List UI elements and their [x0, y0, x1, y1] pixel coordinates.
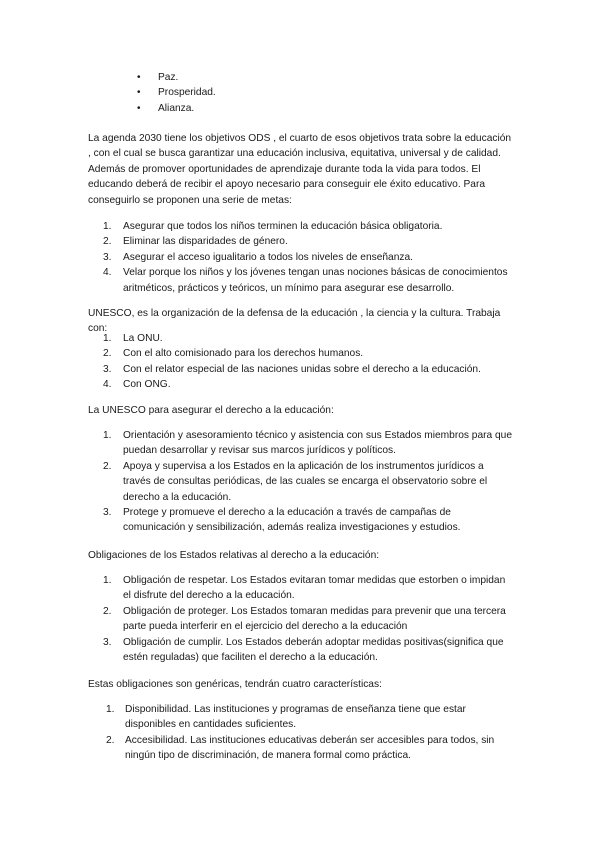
obligaciones-heading: Obligaciones de los Estados relativas al derecho a la educación: — [88, 550, 380, 561]
list-item — [88, 234, 513, 249]
list-text: Protege y promueve el derecho a la educación a través de campañas de comunicación y sensibilización, además realiza investigaciones y estudios. — [123, 507, 461, 534]
list-item — [88, 331, 513, 346]
list-text: Obligación de cumplir. Los Estados deberán adoptar medidas positivas(significa que estén reguladas) que faciliten el derecho a la educación. — [123, 636, 504, 664]
list-number: 1. — [103, 333, 112, 344]
pillars-bullet-list — [88, 70, 513, 116]
unesco-actions-list — [88, 428, 513, 536]
list-item — [88, 459, 513, 505]
unesco-paragraph: UNESCO, es la organización de la defensa de la educación , la ciencia y la cultura. Trabaja con: — [88, 308, 501, 335]
list-number: 3. — [103, 507, 112, 519]
bullet-item: • Prosperidad. — [88, 85, 513, 100]
list-text: Con el alto comisionado para los derechos humanos. — [123, 348, 364, 360]
agenda-2030-paragraph: La agenda 2030 tiene los objetivos ODS , el cuarto de esos objetivos trata sobre la educación , con el cual se busca garantizar una educación inclusiva, equitativa, universal y de calidad. Además de promover oportunidades de aprendizaje durante toda la vida para todos. El educando deberá de recibir el apoyo necesario para conseguir ele éxito educativo. Para conseguirlo se proponen una serie de metas: — [88, 133, 512, 206]
metas-list — [88, 219, 513, 296]
list-text: Con el relator especial de las naciones unidas sobre el derecho a la educación. — [123, 363, 481, 375]
list-text: Apoya y supervisa a los Estados en la aplicación de los instrumentos jurídicos a través de consultas periódicas, de las cuales se encarga el observatorio sobre el derecho a la educación. — [123, 460, 488, 503]
list-number: 3. — [103, 251, 112, 263]
list-number: 4. — [103, 267, 112, 279]
list-item — [88, 362, 513, 377]
list-text: Velar porque los niños y los jóvenes tengan unas nociones básicas de conocimientos aritméticos, prácticos y teóricos, un mínimo para asegurar ese desarrollo. — [123, 267, 508, 294]
list-item — [88, 733, 513, 764]
list-text: Eliminar las disparidades de género. — [123, 236, 288, 248]
list-item — [88, 573, 513, 604]
list-text: Asegurar que todos los niños terminen la educación básica obligatoria. — [123, 221, 443, 232]
list-number: 4. — [103, 379, 112, 391]
list-item — [88, 604, 513, 635]
list-item — [88, 346, 513, 361]
list-number: 2. — [103, 460, 112, 472]
list-text: Asegurar el acceso igualitario a todos los niveles de enseñanza. — [123, 251, 413, 263]
list-text: La ONU. — [123, 333, 163, 344]
unesco-derecho-heading: La UNESCO para asegurar el derecho a la educación: — [88, 405, 334, 416]
bullet-item: • Paz. — [88, 70, 513, 85]
list-number: 3. — [103, 636, 112, 648]
list-item — [88, 250, 513, 265]
list-item — [88, 265, 513, 296]
list-item — [88, 219, 513, 234]
list-number: 1. — [103, 430, 112, 441]
list-text: Accesibilidad. Las instituciones educativas deberán ser accesibles para todos, sin ningún tipo de discriminación, de manera formal como práctica. — [125, 734, 495, 762]
list-number: 2. — [103, 348, 112, 360]
list-number: 1. — [103, 575, 112, 586]
bullet-item: • Alianza. — [88, 101, 513, 116]
list-text: Orientación y asesoramiento técnico y asistencia con sus Estados miembros para que puedan desarrollar y revisar sus marcos jurídicos y políticos. — [123, 430, 513, 457]
list-item — [88, 505, 513, 536]
list-item — [88, 428, 513, 459]
list-item — [88, 377, 513, 392]
list-number: 1. — [106, 704, 115, 715]
list-text: Con ONG. — [123, 379, 171, 391]
list-number: 3. — [103, 363, 112, 375]
list-item — [88, 635, 513, 666]
list-text: Obligación de respetar. Los Estados evitaran tomar medidas que estorben o impidan el disfrute del derecho a la educación. — [123, 575, 506, 602]
list-text: Obligación de proteger. Los Estados tomaran medidas para prevenir que una tercera parte pueda interferir en el ejercicio del derecho a la educación — [123, 605, 506, 633]
list-number: 2. — [106, 734, 115, 746]
trabaja-con-list — [88, 331, 513, 393]
list-text: Disponibilidad. Las instituciones y programas de enseñanza tiene que estar disponibles en cantidades suficientes. — [125, 704, 466, 731]
list-number: 2. — [103, 236, 112, 248]
list-number: 2. — [103, 605, 112, 617]
obligaciones-list — [88, 573, 513, 665]
caracteristicas-list — [88, 702, 513, 764]
list-item — [88, 702, 513, 733]
list-number: 1. — [103, 221, 112, 232]
caracteristicas-heading: Estas obligaciones son genéricas, tendrán cuatro características: — [88, 679, 382, 690]
